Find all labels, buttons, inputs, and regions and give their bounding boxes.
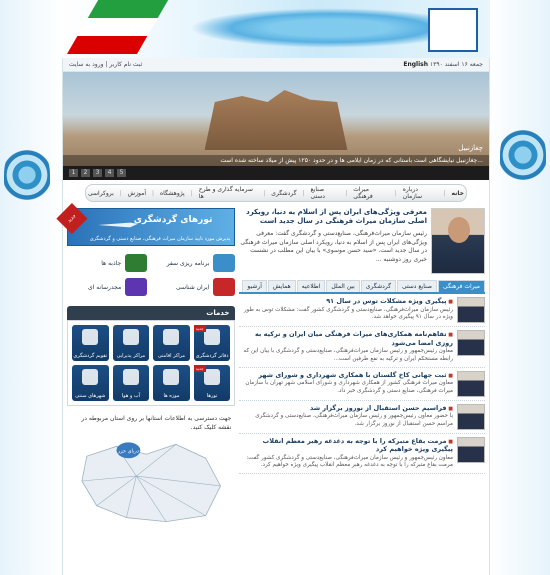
register-link[interactable]: ثبت نام کاربر [109, 61, 143, 68]
slide-dot[interactable]: 5 [117, 169, 126, 177]
plane-icon [98, 219, 138, 231]
map-instructions: جهت دسترسی به اطلاعات استانها بر روی استان مربوطه در نقشه کلیک کنید. [81, 415, 232, 431]
weather-icon [123, 369, 139, 385]
nav-heritage[interactable]: میراث فرهنگی [353, 186, 373, 200]
service-tile[interactable] [194, 365, 231, 401]
tile-label: تورها [206, 393, 218, 399]
quick-link-attractions[interactable] [67, 254, 147, 272]
slide-dot[interactable]: 2 [81, 169, 90, 177]
service-tile[interactable] [153, 365, 190, 401]
page-frame [62, 58, 490, 575]
news-item[interactable] [239, 294, 485, 327]
image-slider[interactable] [63, 72, 489, 180]
quick-link-label: مجدرسانه ای [88, 283, 122, 291]
quick-link-label: برنامه ریزی سفر [166, 259, 210, 267]
news-text: معاون رئیس‌جمهور و رئیس سازمان میراث‌فرهنگی، صنایع‌دستی و گردشگری با بیان این که رابطه مستحکم ایران و ترکیه به نفع طرفین است... [243, 347, 453, 362]
news-title[interactable]: ■ پیگیری ویژه مشکلات توس در سال ۹۱ [239, 297, 453, 306]
news-item[interactable] [239, 368, 485, 401]
quick-links [67, 254, 235, 296]
tab-archive[interactable]: آرشیو [242, 280, 267, 292]
flag-icon [213, 278, 235, 296]
main-nav: خانه | درباره سازمان | میراث فرهنگی | صنایع دستی | گردشگری | سرمایه گذاری و طرح ها | پژوهشگاه | آموزش | بروکراسی [85, 184, 467, 202]
tab-conference[interactable]: همایش [268, 280, 296, 292]
nav-education[interactable]: آموزش [127, 189, 146, 197]
services-grid [67, 320, 235, 406]
tab-announcement[interactable]: اطلاعیه [297, 280, 326, 292]
tile-label: دفاتر گردشگری [195, 353, 229, 359]
feature-story[interactable] [239, 208, 485, 274]
nav-about[interactable]: درباره سازمان [402, 186, 422, 200]
tile-label: آب و هوا [121, 393, 141, 399]
feature-title[interactable]: معرفی ویژگی‌های ایران پس از اسلام به دنیا، رویکرد اصلی سازمان میراث فرهنگی در سال جدید است [246, 208, 427, 226]
hotel-icon [163, 329, 179, 345]
news-text: با حضور معاون رئیس‌جمهور و رئیس سازمان میراث‌فرهنگی، صنایع‌دستی و گردشگری مراسم حسن استقبال از نوروز برگزار شد. [255, 413, 453, 427]
tile-label: مراکز پذیرایی [116, 353, 146, 359]
quick-link-label: ایران شناسی [176, 283, 210, 291]
quick-link-label: جاذبه ها [101, 259, 122, 267]
main-column [239, 208, 485, 526]
new-badge: جدید [195, 366, 204, 371]
news-item[interactable] [239, 401, 485, 434]
megaphone-icon [125, 278, 147, 296]
tab-international[interactable]: بین الملل [326, 280, 359, 292]
tab-tourism[interactable]: گردشگری [361, 280, 396, 292]
news-thumb[interactable] [457, 371, 485, 397]
service-tile[interactable] [113, 365, 150, 401]
promo-subtitle: پذیرش مورد تایید سازمان میراث فرهنگی، صنایع دستی و گردشگری [89, 236, 231, 242]
new-badge: جدید [56, 203, 87, 234]
service-tile[interactable] [113, 325, 150, 361]
travel-agency-icon [204, 329, 220, 345]
news-title[interactable]: ■ فراسیم حسن استقبال از نوروز برگزار شد [239, 404, 453, 413]
slide-dot[interactable]: 1 [69, 169, 78, 177]
news-thumb[interactable] [457, 404, 485, 430]
restaurant-icon [123, 329, 139, 345]
quick-link-iranology[interactable] [155, 278, 235, 296]
slider-controls [63, 166, 489, 180]
news-title[interactable]: ■ تفاهم‌نامه همکاری‌های میراث فرهنگی میان ایران و ترکیه به روزی امضا می‌شود [239, 330, 453, 347]
login-link[interactable]: ورود به سایت [69, 61, 104, 68]
traditional-city-icon [82, 369, 98, 385]
slide-dot[interactable]: 3 [93, 169, 102, 177]
iran-provinces-map[interactable] [67, 436, 235, 526]
calendar-icon [82, 329, 98, 345]
nav-handicrafts[interactable]: صنایع دستی [310, 186, 325, 200]
feature-photo[interactable] [431, 208, 485, 274]
service-tile[interactable] [72, 325, 109, 361]
news-tabs [239, 280, 485, 294]
service-tile[interactable] [72, 365, 109, 401]
service-tile[interactable] [153, 325, 190, 361]
tours-promo-banner[interactable] [67, 208, 235, 246]
news-item[interactable] [239, 327, 485, 368]
slide-caption: چغازنبیل نیایشگاهی است باستانی که در زمان ایلامی ها و در حدود ۱۲۵۰ پیش از میلاد ساخته شده است... [63, 155, 489, 166]
iran-flag-icon [66, 0, 168, 56]
news-text: معاون رئیس‌جمهور و رئیس سازمان میراث‌فرهنگی، صنایع‌دستی و گردشگری کشور گفت: مرمت بقاع متبرکه را با توجه به دغدغه رهبر معظم انقلاب پیگیری ویژه خواهیم کرد. [246, 454, 453, 469]
map-svg[interactable] [67, 436, 235, 526]
tile-label: موزه ها [163, 393, 180, 399]
news-thumb[interactable] [457, 297, 485, 323]
slide-dot[interactable]: 4 [105, 169, 114, 177]
nav-home[interactable]: خانه [451, 189, 464, 197]
side-column [67, 208, 235, 526]
nav-tourism[interactable]: گردشگری [271, 189, 297, 197]
news-item[interactable] [239, 434, 485, 475]
museum-icon [163, 369, 179, 385]
news-title[interactable]: ■ مرمت بقاع متبرکه را با توجه به دغدغه رهبر معظم انقلاب پیگیری ویژه خواهیم کرد [239, 437, 453, 454]
caspian-label: دریای خزر [117, 448, 139, 455]
tile-label: شهرهای سنتی [75, 393, 106, 399]
tab-handicrafts[interactable]: صنایع دستی [397, 280, 437, 292]
new-badge: جدید [195, 326, 204, 331]
site-logo[interactable] [428, 8, 478, 52]
english-link[interactable]: English [403, 61, 429, 68]
tile-label: تقویم گردشگری [73, 353, 108, 359]
date-text: جمعه ۱۶ اسفند ۱۳۹۰ [429, 61, 483, 68]
header-banner [60, 0, 490, 58]
left-ornament-bg [0, 0, 62, 575]
ornament-icon [500, 120, 546, 190]
nav-bureaucracy[interactable]: بروکراسی [88, 189, 114, 197]
service-tile[interactable] [194, 325, 231, 361]
tab-heritage[interactable]: میراث فرهنگی [438, 280, 485, 292]
news-thumb[interactable] [457, 330, 485, 356]
attraction-icon [125, 254, 147, 272]
ziggurat-image [191, 90, 361, 150]
tour-icon [204, 369, 220, 385]
services-heading: خدمات [67, 306, 235, 320]
news-text: معاون میراث فرهنگی کشور از همکاری شهرداری و شورای اسلامی شهر تهران با سازمان میراث فرهنگی، صنایع دستی و گردشگری خبر داد. [245, 380, 453, 394]
news-thumb[interactable] [457, 437, 485, 463]
feature-text: رئیس سازمان میراث‌فرهنگی، صنایع‌دستی و گردشگری گفت: معرفی ویژگی‌های ایران پس از اسلام به دنیا، رویکرد اصلی سازمان میراث فرهنگی در سال جدید است. «سید حسن موسوی» با بیان این مطلب در نشست خبری روز دوشنبه ... [240, 229, 427, 263]
tile-label: مراکز اقامتی [157, 353, 186, 359]
promo-title: تورهای گردشگری [133, 215, 213, 225]
news-list [239, 294, 485, 474]
quick-link-travel-planning[interactable] [155, 254, 235, 272]
slide-title: چغازنبیل [458, 144, 483, 152]
right-ornament-bg [488, 0, 550, 575]
nav-investment[interactable]: سرمایه گذاری و طرح ها [198, 186, 253, 200]
quick-link-media[interactable] [67, 278, 147, 296]
suitcase-icon [213, 254, 235, 272]
news-title[interactable]: ■ ثبت جهانی کاخ گلستان با همکاری شهرداری و شورای شهر [239, 371, 453, 380]
ornament-icon [4, 140, 50, 210]
news-text: رئیس سازمان میراث‌فرهنگی، صنایع‌دستی و گردشگری کشور گفت: مشکلات توس به طور ویژه در سال ۹۱ پیگیری خواهد شد. [243, 306, 453, 321]
nav-research[interactable]: پژوهشگاه [160, 189, 185, 197]
top-bar: ثبت نام کاربر | ورود به سایت English جمعه ۱۶ اسفند ۱۳۹۰ [63, 58, 489, 72]
